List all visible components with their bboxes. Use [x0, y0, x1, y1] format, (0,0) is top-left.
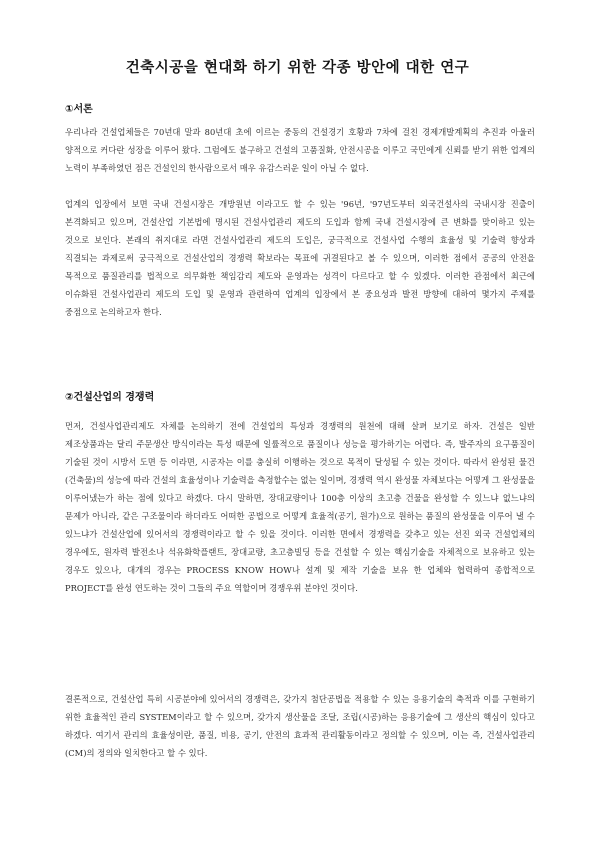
- paragraph-competitiveness-2: 결론적으로, 건설산업 특히 시공분야에 있어서의 경쟁력은, 갖가지 첨단공법을 적용할 수 있는 응용기술의 축적과 이를 구현하기 위한 효율적인 관리 SYSTEM이라고 할 수 있으며, 갖가지 생산물을 조달, 조립(시공)하는 응용기술에 그 생산의 핵심이 있다고 하겠다. 여기서 관리의 효율성이란, 품질, 비용, 공기, 안전의 효과적 관리활동이라고 정의할 수 있으며, 이는 즉, 건설사업관리(CM)의 정의와 일치한다고 할 수 있다.: [65, 694, 535, 758]
- paragraph-intro-1: 우리나라 건설업체들은 70년대 말과 80년대 초에 이르는 중동의 건설경기 호황과 7차에 걸친 경제개발계획의 추진과 아울러 양적으로 커다란 성장을 이루어 왔다. 그럼에도 불구하고 건설의 고품질화, 안전시공을 이루고 국민에게 신뢰를 받기 위한 업계의 노력이 부족하였던 점은 건설인의 한사람으로서 매우 유감스러운 일이 아닐 수 없다.: [65, 127, 535, 173]
- paragraph-competitiveness-1: 먼저, 건설사업관리제도 자체를 논의하기 전에 건설업의 특성과 경쟁력의 원천에 대해 살펴 보기로 하자. 건설은 일반 제조상품과는 달리 주문생산 방식이라는 특성 때문에 일률적으로 품질이나 성능을 평가하기는 어렵다. 즉, 발주자의 요구품질이 기술된 것이 시방서 도면 등 이라면, 시공자는 이를 충실히 이행하는 것으로 목적이 달성될 수 있는 것이다. 따라서 완성된 물건(건축물)의 성능에 따라 건설의 효율성이나 기술력을 측정할수는 없는 일이며, 경쟁력 역시 완성물 자체보다는 어떻게 그 완성물을 이루어냈는가 하는 점에 있다고 하겠다. 다시 말하면, 장대교량이나 100층 이상의 초고층 건물을 완성할 수 있느냐 없느냐의 문제가 아니라, 같은 구조물이라 하더라도 어떠한 공법으로 어떻게 효율적(공기, 원가)으로 원하는 품질의 완성물을 이루어 낼 수 있느냐가 건설산업에 있어서의 경쟁력이라고 할 수 있을 것이다. 이러한 면에서 경쟁력을 갖추고 있는 선진 외국 건설업체의 경우에도, 원자력 발전소나 석유화학플랜트, 장대교량, 초고층빌딩 등을 건설할 수 있는 핵심기술을 자체적으로 보유하고 있는 경우도 있으나, 대개의 경우는 PROCESS KNOW HOW나 설계 및 제작 기술을 보유 한 업체와 협력하여 종합적으로 PROJECT를 완성 연도하는 것이 그들의 주요 역할이며 경쟁우위 분야인 것이다.: [65, 421, 535, 593]
- paragraph-intro-2: 업계의 입장에서 보면 국내 건설시장은 개방원년 이라고도 할 수 있는 '96년, '97년도부터 외국건설사의 국내시장 진출이 본격화되고 있으며, 건설산업 기본법에 명시된 건설사업관리 제도의 도입과 함께 국내 건설시장에 큰 변화를 맞이하고 있는 것으로 보인다. 본래의 취지대로 라면 건설사업관리 제도의 도입은, 궁극적으로 건설사업 수행의 효율성 및 기술력 향상과 직결되는 과제로써 궁극적으로 건설산업의 경쟁력 확보라는 목표에 귀결된다고 볼 수 있으며, 이러한 점에서 공공의 안전을 목적으로 품질관리를 법적으로 의무화한 책임감리 제도와 운영과는 성격이 다르다고 할 수 있겠다. 이러한 관점에서 최근에 이슈화된 건설사업관리 제도의 도입 및 운영과 관련하여 업계의 입장에서 본 중요성과 발전 방향에 대하여 몇가지 주제를 중점으로 논의하고자 한다.: [65, 199, 535, 317]
- section-heading-competitiveness: ②건설산업의 경쟁력: [65, 392, 155, 403]
- page-title: 건축시공을 현대화 하기 위한 각종 방안에 대한 연구: [125, 60, 470, 76]
- section-heading-introduction: ①서론: [65, 104, 93, 115]
